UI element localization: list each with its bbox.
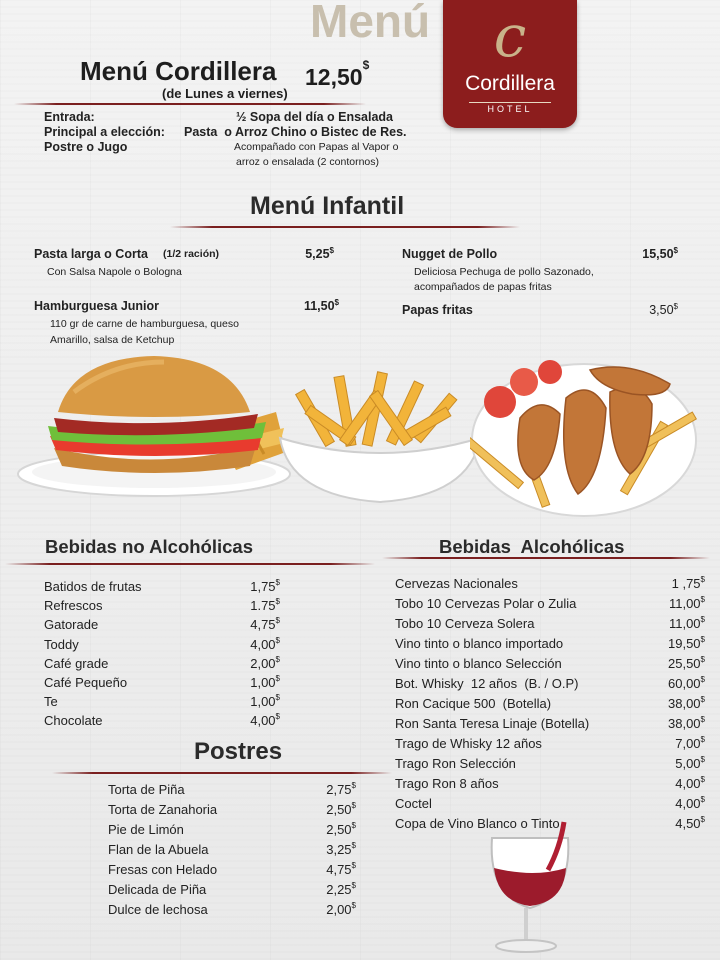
list-item [44,637,280,655]
currency-symbol: $ [700,635,705,644]
postres-title: Postres [194,738,283,765]
item-price [675,736,705,751]
item-price-value: 1,00 [250,675,276,690]
list-item [108,882,356,900]
list-item [108,802,356,820]
list-item [44,675,280,693]
list-item [108,902,356,920]
list-item [395,616,705,634]
item-name: Bot. Whisky 12 años (B. / O.P) [395,676,579,691]
item-name: Pasta larga o Corta [34,247,148,261]
item-name: Vino tinto o blanco importado [395,636,564,651]
item-price [669,616,705,631]
item-price [326,782,356,797]
currency-symbol: $ [362,58,370,72]
item-name: Toddy [44,636,79,652]
item-price-value: 4,00 [250,713,276,729]
item-name: Te [44,694,58,710]
item-price [326,802,356,817]
item-price-value: 38,00 [668,696,701,711]
currency-symbol: $ [334,298,339,307]
item-price [668,716,705,731]
list-item [395,716,705,734]
page-title: Menú Cordillera [80,56,277,86]
list-item [395,656,705,674]
item-price [668,656,705,671]
principal-label: Principal a elección: [44,125,165,139]
item-price-value: 2,00 [326,902,352,917]
item-price [304,299,339,313]
item-name: Trago Ron 8 años [395,776,499,791]
item-price-value: 38,00 [668,716,701,731]
postre-label: Postre o Jugo [44,140,128,154]
item-name: Vino tinto o blanco Selección [395,656,562,671]
infantil-item-hamburguesa [34,299,339,349]
item-price-value: 3,25 [326,842,352,857]
item-price-value: 11,50 [303,299,335,313]
list-item [395,636,705,654]
alcoholicas-title: Bebidas Alcohólicas [439,536,625,557]
item-price-value: 2,75 [326,782,352,797]
item-price [250,598,280,613]
currency-symbol: $ [351,781,356,790]
currency-symbol: $ [700,575,705,584]
list-item [44,656,280,674]
item-description: Con Salsa Napole o Bologna [47,266,182,278]
item-name: Café Pequeño [44,675,128,690]
item-price [250,637,280,652]
list-item [395,736,705,754]
item-price [672,576,705,591]
item-price-value: 1,75 [250,579,276,594]
alcoholicas-divider [382,557,710,559]
item-price-value: 4,00 [675,796,701,811]
item-price-value: 1 ,75 [671,576,701,591]
item-price [675,816,705,831]
infantil-item-nugget [402,247,678,297]
entrada-label: Entrada: [44,110,95,124]
item-name: Papas fritas [402,303,473,317]
currency-symbol: $ [351,841,356,850]
item-name: Nugget de Pollo [402,247,498,261]
item-name: Tobo 10 Cerveza Solera [395,616,535,631]
item-price [675,756,705,771]
logo-mark-icon: c [493,2,527,70]
item-name: Torta de Piña [108,782,185,797]
item-price [642,247,678,261]
item-price-value: 2,50 [326,822,352,837]
item-price-value: 4,50 [675,816,701,831]
currency-symbol: $ [275,635,280,645]
list-item [44,713,280,731]
item-price-value: 2,50 [326,802,352,817]
list-item [44,694,280,712]
currency-symbol: $ [700,615,705,624]
currency-symbol: $ [700,595,705,604]
currency-symbol: $ [673,246,678,255]
item-name: Trago Ron Selección [395,756,516,771]
item-price-value: 1,00 [250,694,276,710]
item-description-2: Amarillo, salsa de Ketchup [50,334,175,346]
currency-symbol: $ [275,616,280,626]
list-item [395,756,705,774]
infantil-title: Menú Infantil [250,192,405,220]
currency-symbol: $ [700,675,705,684]
item-price-value: 5,25 [305,247,330,261]
item-name: Ron Santa Teresa Linaje (Botella) [395,716,590,731]
list-item [395,796,705,814]
list-item [44,598,280,616]
currency-symbol: $ [351,901,356,910]
item-price-value: 25,50 [668,656,701,671]
item-price [250,713,280,728]
item-price-value: 5,00 [675,756,701,771]
item-name: Flan de la Abuela [108,842,209,857]
item-name: Torta de Zanahoria [108,802,218,817]
item-price [326,842,356,857]
currency-symbol: $ [351,861,356,870]
currency-symbol: $ [700,735,705,744]
item-name: Fresas con Helado [108,862,218,877]
item-name: Chocolate [44,713,103,729]
logo-name: Cordillera [465,72,555,95]
logo-rule [469,102,551,103]
currency-symbol: $ [700,655,705,664]
side-note-2: arroz o ensalada (2 contornos) [236,156,379,168]
item-price [326,862,356,877]
item-price-value: 4,75 [250,617,276,633]
list-item [395,696,705,714]
currency-symbol: $ [351,801,356,810]
item-name: Ron Cacique 500 (Botella) [395,696,552,711]
item-price-value: 3,50 [649,303,674,317]
item-name: Cervezas Nacionales [395,576,518,591]
item-price-value: 2,00 [250,655,276,671]
currency-symbol: $ [700,755,705,764]
item-price-value: 4,00 [250,636,276,652]
menu-watermark: Menú [310,0,431,47]
list-item [108,822,356,840]
item-price [649,303,678,317]
item-description-2: acompañados de papas fritas [414,281,552,293]
infantil-item-pasta [34,247,334,283]
item-price [675,796,705,811]
infantil-item-papas [402,303,678,321]
principal-value: Pasta o Arroz Chino o Bistec de Res. [184,125,407,139]
list-item [44,579,280,597]
item-price-value: 11,00 [668,596,701,611]
infantil-divider [170,226,520,228]
item-name: Refrescos [44,598,103,614]
burger-illustration [14,352,294,502]
fries-illustration [270,368,490,508]
list-item [108,842,356,860]
item-price [668,696,705,711]
item-description: Deliciosa Pechuga de pollo Sazonado, [414,266,594,278]
entrada-value: ½ Sopa del día o Ensalada [236,110,393,124]
item-name: Delicada de Piña [108,882,207,897]
item-name: Pie de Limón [108,822,184,837]
item-price-value: 60,00 [668,676,701,691]
cordillera-hotel-logo [443,0,577,128]
currency-symbol: $ [700,795,705,804]
item-price-value: 4,75 [326,862,352,877]
item-price [250,617,280,632]
currency-symbol: $ [700,715,705,724]
item-price-value: 15,50 [642,247,674,261]
item-price [250,694,280,709]
currency-symbol: $ [275,712,280,722]
item-name: Café grade [44,655,109,671]
no-alcoholicas-title: Bebidas no Alcohólicas [45,536,253,557]
item-price-value: 11,00 [668,616,701,631]
side-note-1: Acompañado con Papas al Vapor o [234,141,399,153]
item-price [668,676,705,691]
item-description: 110 gr de carne de hamburguesa, queso [50,318,239,330]
item-price-value: 19,50 [668,636,701,651]
currency-symbol: $ [275,578,280,587]
no-alcoholicas-divider [5,563,375,565]
currency-symbol: $ [351,821,356,830]
item-price [669,596,705,611]
item-name: Trago de Whisky 12 años [395,736,542,751]
item-portion: (1/2 ración) [163,248,220,260]
item-name: Batidos de frutas [44,579,142,594]
item-price [326,822,356,837]
item-name: Copa de Vino Blanco o Tinto [395,816,560,831]
item-price-value: 2,25 [326,882,352,897]
menu-subtitle: (de Lunes a viernes) [162,86,288,101]
item-price [250,579,280,594]
list-item [395,576,705,594]
item-price [668,636,705,651]
list-item [108,862,356,880]
postres-divider [52,772,392,774]
currency-symbol: $ [700,695,705,704]
currency-symbol: $ [275,693,280,703]
item-name: Coctel [395,796,432,811]
item-price [675,776,705,791]
menu-price [305,58,370,91]
currency-symbol: $ [275,674,280,683]
item-price [326,902,356,917]
item-price [250,656,280,671]
list-item [395,596,705,614]
item-price [250,675,280,690]
item-name: Hamburguesa Junior [34,299,160,313]
wine-glass-illustration [464,818,604,960]
currency-symbol: $ [673,302,678,311]
item-name: Tobo 10 Cervezas Polar o Zulia [395,596,577,611]
title-divider [14,103,366,105]
currency-symbol: $ [700,815,705,824]
list-item [108,782,356,800]
list-item [44,617,280,635]
currency-symbol: $ [329,246,334,255]
menu-price-value: 12,50 [305,64,363,90]
item-price [326,882,356,897]
item-price-value: 7,00 [675,736,701,751]
currency-symbol: $ [275,654,280,664]
item-price-value: 4,00 [675,776,701,791]
item-price [305,247,334,261]
currency-symbol: $ [275,597,280,607]
currency-symbol: $ [700,775,705,784]
list-item [395,776,705,794]
list-item [395,676,705,694]
logo-sub: HOTEL [487,104,533,114]
item-price-value: 1.75 [250,598,276,614]
item-name: Dulce de lechosa [108,902,208,917]
nuggets-illustration [470,358,698,518]
currency-symbol: $ [351,881,356,890]
item-name: Gatorade [44,617,99,633]
